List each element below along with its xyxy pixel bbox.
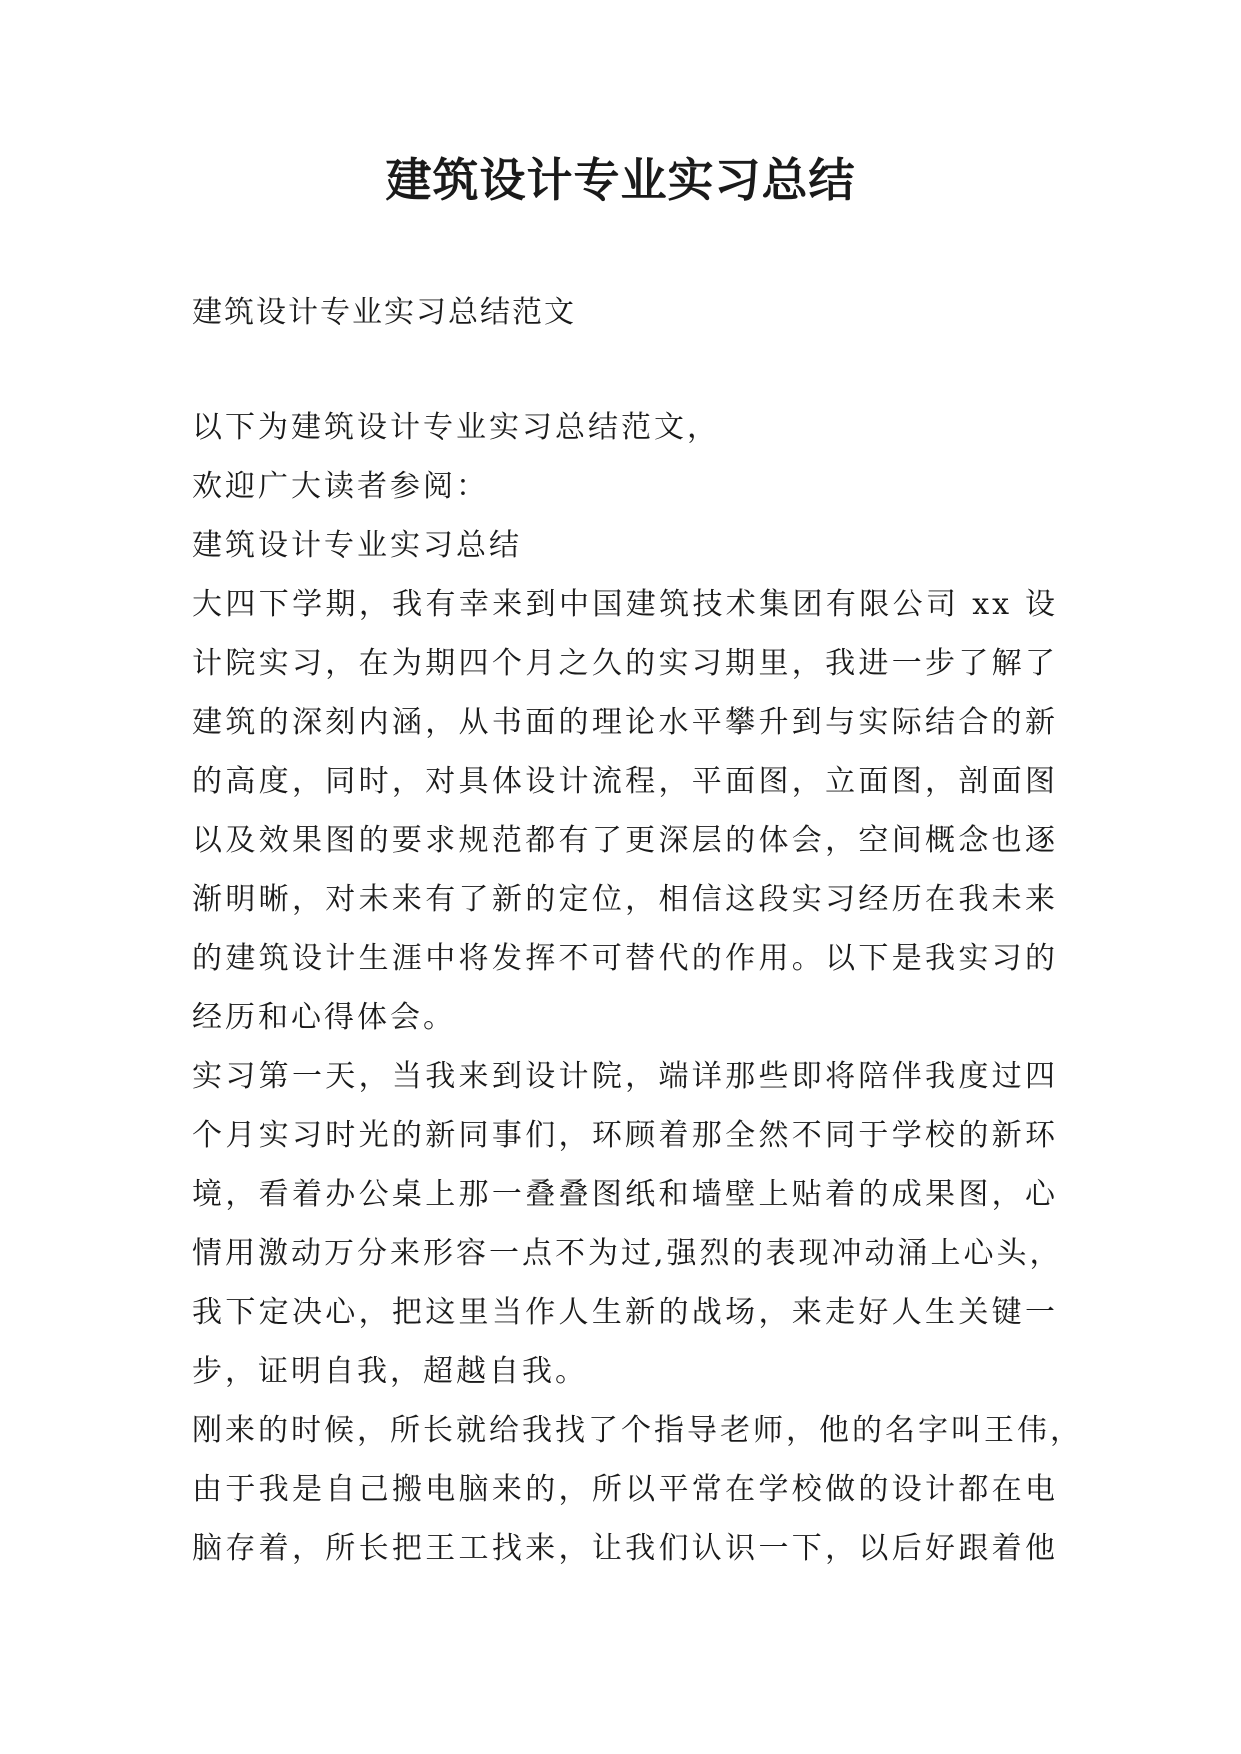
text-line: 以及效果图的要求规范都有了更深层的体会，空间概念也逐 [192, 823, 1058, 858]
text-line: 经历和心得体会。 [192, 1000, 456, 1035]
page-title: 建筑设计专业实习总结 [385, 153, 856, 207]
text-line: 由于我是自己搬电脑来的，所以平常在学校做的设计都在电 [192, 1472, 1058, 1507]
text-line: 计院实习，在为期四个月之久的实习期里，我进一步了解了 [192, 646, 1058, 681]
text-line: 实习第一天，当我来到设计院，端详那些即将陪伴我度过四 [192, 1059, 1058, 1094]
text-line: 步，证明自我，超越自我。 [192, 1354, 588, 1389]
text-line: 个月实习时光的新同事们，环顾着那全然不同于学校的新环 [192, 1118, 1058, 1153]
text-line: 我下定决心，把这里当作人生新的战场，来走好人生关键一 [192, 1295, 1058, 1330]
text-line: 的高度，同时，对具体设计流程，平面图，立面图，剖面图 [192, 764, 1058, 799]
text-line: 欢迎广大读者参阅： [192, 469, 489, 504]
text-line: 建筑设计专业实习总结 [192, 528, 522, 563]
text-line: 大四下学期，我有幸来到中国建筑技术集团有限公司 xx 设 [192, 587, 1058, 622]
document-subtitle: 建筑设计专业实习总结范文 [192, 295, 576, 330]
text-line: 的建筑设计生涯中将发挥不可替代的作用。以下是我实习的 [192, 941, 1058, 976]
document-body [192, 398, 1083, 1578]
text-line: 情用激动万分来形容一点不为过,强烈的表现冲动涌上心头， [192, 1236, 1063, 1271]
text-line: 脑存着，所长把王工找来，让我们认识一下，以后好跟着他 [192, 1531, 1058, 1566]
text-line: 刚来的时候，所长就给我找了个指导老师，他的名字叫王伟， [192, 1413, 1083, 1448]
text-line: 以下为建筑设计专业实习总结范文， [192, 410, 720, 445]
text-line: 境，看着办公桌上那一叠叠图纸和墙壁上贴着的成果图，心 [192, 1177, 1058, 1212]
text-line: 建筑的深刻内涵，从书面的理论水平攀升到与实际结合的新 [192, 705, 1058, 740]
text-line: 渐明晰，对未来有了新的定位，相信这段实习经历在我未来 [192, 882, 1058, 917]
